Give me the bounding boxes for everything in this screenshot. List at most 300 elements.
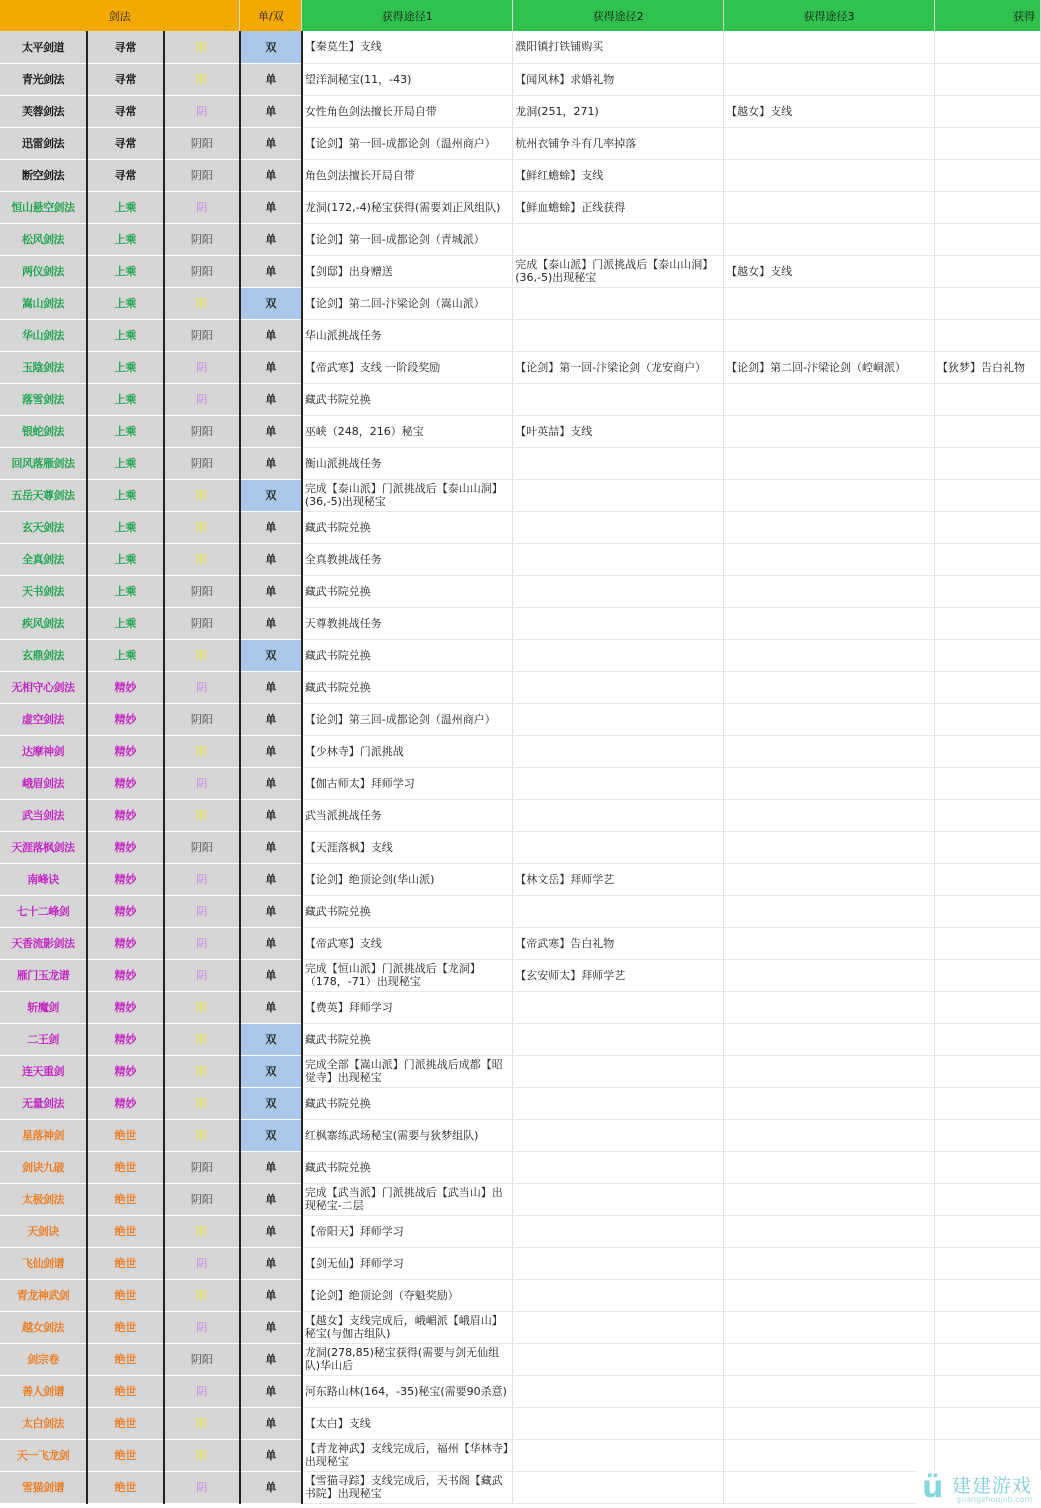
cell-type[interactable]: 单 [240,447,302,479]
cell-name[interactable]: 越女剑法 [0,1311,87,1343]
table-row[interactable] [0,255,1041,287]
cell-grade[interactable]: 精妙 [87,863,164,895]
cell-source3[interactable] [724,1215,935,1247]
cell-source1[interactable]: 河东路山林(164，-35)秘宝(需要90杀意) [302,1375,513,1407]
cell-source2[interactable] [513,1087,724,1119]
cell-source3[interactable] [724,287,935,319]
cell-name[interactable]: 连天重剑 [0,1055,87,1087]
cell-grade[interactable]: 寻常 [87,127,164,159]
cell-source1[interactable]: 藏武书院兑换 [302,511,513,543]
cell-source2[interactable]: 【帝武寒】告白礼物 [513,927,724,959]
cell-name[interactable]: 天香流影剑法 [0,927,87,959]
cell-type[interactable]: 单 [240,991,302,1023]
cell-source4[interactable] [934,1375,1040,1407]
cell-source2[interactable] [513,1247,724,1279]
cell-source1[interactable]: 角色剑法擅长开局自带 [302,159,513,191]
cell-source4[interactable] [934,1215,1040,1247]
cell-type[interactable]: 单 [240,159,302,191]
cell-name[interactable]: 武当剑法 [0,799,87,831]
cell-attribute[interactable]: 阳 [164,1407,240,1439]
cell-source3[interactable]: 【越女】支线 [724,255,935,287]
cell-source3[interactable] [724,639,935,671]
cell-type[interactable]: 双 [240,1087,302,1119]
cell-source3[interactable] [724,543,935,575]
cell-attribute[interactable]: 阴 [164,351,240,383]
cell-source4[interactable] [934,1343,1040,1375]
cell-type[interactable]: 单 [240,1407,302,1439]
cell-name[interactable]: 飞仙剑谱 [0,1247,87,1279]
cell-source1[interactable]: 【越女】支线完成后，峨嵋派【峨眉山】秘宝(与伽古组队) [302,1311,513,1343]
cell-source1[interactable]: 藏武书院兑换 [302,575,513,607]
cell-grade[interactable]: 上乘 [87,319,164,351]
cell-source2[interactable] [513,767,724,799]
table-row[interactable] [0,479,1041,511]
cell-name[interactable]: 玉陰剑法 [0,351,87,383]
cell-source2[interactable] [513,831,724,863]
cell-source2[interactable] [513,799,724,831]
cell-source3[interactable] [724,895,935,927]
table-row[interactable] [0,703,1041,735]
cell-source4[interactable] [934,415,1040,447]
cell-grade[interactable]: 上乘 [87,543,164,575]
cell-type[interactable]: 单 [240,1151,302,1183]
cell-source4[interactable] [934,639,1040,671]
cell-attribute[interactable]: 阳 [164,1279,240,1311]
cell-attribute[interactable]: 阴 [164,1311,240,1343]
cell-source3[interactable] [724,1471,935,1503]
cell-type[interactable]: 单 [240,799,302,831]
cell-source4[interactable] [934,1119,1040,1151]
cell-name[interactable]: 剑诀九破 [0,1151,87,1183]
cell-type[interactable]: 单 [240,1375,302,1407]
cell-type[interactable]: 单 [240,1247,302,1279]
cell-source1[interactable]: 天尊教挑战任务 [302,607,513,639]
cell-attribute[interactable]: 阴阳 [164,255,240,287]
table-row[interactable] [0,1343,1041,1375]
cell-source3[interactable] [724,959,935,991]
cell-source2[interactable] [513,991,724,1023]
cell-grade[interactable]: 寻常 [87,95,164,127]
table-row[interactable] [0,127,1041,159]
cell-type[interactable]: 单 [240,1279,302,1311]
table-row[interactable] [0,543,1041,575]
cell-source3[interactable] [724,319,935,351]
cell-name[interactable]: 玄天剑法 [0,511,87,543]
cell-source2[interactable] [513,1439,724,1471]
cell-source1[interactable]: 【伽古师太】拜师学习 [302,767,513,799]
cell-type[interactable]: 单 [240,127,302,159]
table-row[interactable] [0,799,1041,831]
cell-source2[interactable] [513,735,724,767]
cell-type[interactable]: 单 [240,1183,302,1215]
cell-name[interactable]: 青光剑法 [0,63,87,95]
cell-source4[interactable] [934,287,1040,319]
cell-attribute[interactable]: 阴阳 [164,223,240,255]
cell-grade[interactable]: 绝世 [87,1119,164,1151]
cell-source2[interactable] [513,1471,724,1503]
cell-source3[interactable] [724,703,935,735]
cell-source3[interactable] [724,1151,935,1183]
table-row[interactable] [0,895,1041,927]
cell-source3[interactable] [724,927,935,959]
cell-type[interactable]: 单 [240,1311,302,1343]
cell-grade[interactable]: 绝世 [87,1183,164,1215]
cell-attribute[interactable]: 阳 [164,991,240,1023]
cell-name[interactable]: 无相守心剑法 [0,671,87,703]
cell-name[interactable]: 松风剑法 [0,223,87,255]
cell-source2[interactable]: 【鲜血蟾蜍】正线获得 [513,191,724,223]
cell-source1[interactable]: 【帝武寒】支线 一阶段奖励 [302,351,513,383]
cell-name[interactable]: 雁门玉龙谱 [0,959,87,991]
cell-source1[interactable]: 【论剑】绝顶论剑(华山派) [302,863,513,895]
cell-source3[interactable] [724,191,935,223]
cell-source2[interactable]: 【论剑】第一回-汴梁论剑（龙安商户） [513,351,724,383]
cell-grade[interactable]: 精妙 [87,959,164,991]
cell-source1[interactable]: 【帝阳天】拜师学习 [302,1215,513,1247]
cell-source3[interactable] [724,511,935,543]
table-row[interactable] [0,1151,1041,1183]
cell-attribute[interactable]: 阴阳 [164,1151,240,1183]
cell-type[interactable]: 双 [240,479,302,511]
cell-source2[interactable] [513,1343,724,1375]
cell-source3[interactable] [724,1375,935,1407]
cell-attribute[interactable]: 阴阳 [164,831,240,863]
cell-source2[interactable] [513,607,724,639]
cell-source3[interactable] [724,1023,935,1055]
table-row[interactable] [0,31,1041,63]
cell-source1[interactable]: 【天涯落枫】支线 [302,831,513,863]
cell-source2[interactable] [513,671,724,703]
cell-source2[interactable]: 【闻风林】求婚礼物 [513,63,724,95]
cell-type[interactable]: 双 [240,1055,302,1087]
cell-source2[interactable]: 【鲜红蟾蜍】支线 [513,159,724,191]
cell-type[interactable]: 单 [240,1215,302,1247]
cell-name[interactable]: 太平剑道 [0,31,87,63]
table-row[interactable] [0,1183,1041,1215]
cell-grade[interactable]: 精妙 [87,1023,164,1055]
cell-type[interactable]: 双 [240,1119,302,1151]
cell-source2[interactable] [513,223,724,255]
cell-type[interactable]: 单 [240,895,302,927]
cell-type[interactable]: 单 [240,223,302,255]
cell-grade[interactable]: 绝世 [87,1375,164,1407]
cell-attribute[interactable]: 阴 [164,959,240,991]
table-row[interactable] [0,95,1041,127]
header-source2[interactable]: 获得途径2 [513,0,724,31]
cell-source1[interactable]: 全真教挑战任务 [302,543,513,575]
cell-source3[interactable] [724,767,935,799]
cell-type[interactable]: 单 [240,767,302,799]
cell-source1[interactable]: 藏武书院兑换 [302,1023,513,1055]
cell-source4[interactable] [934,1279,1040,1311]
cell-source3[interactable] [724,1055,935,1087]
cell-source3[interactable] [724,415,935,447]
cell-attribute[interactable]: 阴 [164,863,240,895]
table-row[interactable] [0,1055,1041,1087]
cell-source1[interactable]: 【论剑】第二回-汴梁论剑（嵩山派） [302,287,513,319]
cell-attribute[interactable]: 阴阳 [164,607,240,639]
cell-source3[interactable] [724,799,935,831]
cell-source4[interactable] [934,927,1040,959]
cell-type[interactable]: 单 [240,543,302,575]
cell-source2[interactable] [513,1151,724,1183]
cell-grade[interactable]: 精妙 [87,799,164,831]
cell-source4[interactable] [934,1151,1040,1183]
cell-source1[interactable]: 望洋洞秘宝(11，-43) [302,63,513,95]
cell-name[interactable]: 太极剑法 [0,1183,87,1215]
cell-grade[interactable]: 寻常 [87,63,164,95]
cell-attribute[interactable]: 阳 [164,1215,240,1247]
cell-source2[interactable]: 【林文岳】拜师学艺 [513,863,724,895]
table-row[interactable] [0,287,1041,319]
cell-source3[interactable] [724,991,935,1023]
cell-attribute[interactable]: 阳 [164,63,240,95]
cell-source2[interactable] [513,479,724,511]
table-row[interactable] [0,415,1041,447]
cell-source1[interactable]: 藏武书院兑换 [302,671,513,703]
cell-source2[interactable]: 濮阳镇打铁铺购买 [513,31,724,63]
cell-source2[interactable] [513,1215,724,1247]
cell-source1[interactable]: 完成【恒山派】门派挑战后【龙洞】（178，-71）出现秘宝 [302,959,513,991]
cell-grade[interactable]: 绝世 [87,1151,164,1183]
cell-name[interactable]: 无量剑法 [0,1087,87,1119]
cell-name[interactable]: 两仪剑法 [0,255,87,287]
cell-source3[interactable] [724,607,935,639]
cell-source3[interactable] [724,479,935,511]
cell-attribute[interactable]: 阳 [164,1439,240,1471]
cell-attribute[interactable]: 阳 [164,639,240,671]
cell-source1[interactable]: 藏武书院兑换 [302,1151,513,1183]
cell-type[interactable]: 单 [240,1343,302,1375]
cell-grade[interactable]: 上乘 [87,607,164,639]
table-row[interactable] [0,863,1041,895]
cell-type[interactable]: 单 [240,415,302,447]
cell-type[interactable]: 单 [240,63,302,95]
cell-source4[interactable] [934,1407,1040,1439]
cell-source4[interactable] [934,159,1040,191]
cell-attribute[interactable]: 阳 [164,287,240,319]
table-row[interactable] [0,383,1041,415]
cell-type[interactable]: 单 [240,735,302,767]
cell-attribute[interactable]: 阴阳 [164,159,240,191]
cell-source1[interactable]: 【剑邸】出身赠送 [302,255,513,287]
table-row[interactable] [0,223,1041,255]
cell-attribute[interactable]: 阴 [164,767,240,799]
cell-source1[interactable]: 【雪猫寻踪】支线完成后，天书阁【藏武书院】出现秘宝 [302,1471,513,1503]
table-row[interactable] [0,1247,1041,1279]
cell-source1[interactable]: 藏武书院兑换 [302,895,513,927]
cell-source3[interactable] [724,1183,935,1215]
cell-grade[interactable]: 上乘 [87,255,164,287]
cell-grade[interactable]: 上乘 [87,447,164,479]
cell-source4[interactable] [934,991,1040,1023]
cell-source2[interactable] [513,383,724,415]
cell-source2[interactable]: 【叶英喆】支线 [513,415,724,447]
cell-source4[interactable] [934,223,1040,255]
cell-type[interactable]: 单 [240,319,302,351]
cell-grade[interactable]: 精妙 [87,991,164,1023]
cell-grade[interactable]: 绝世 [87,1407,164,1439]
cell-source4[interactable] [934,1439,1040,1471]
cell-grade[interactable]: 精妙 [87,703,164,735]
cell-attribute[interactable]: 阴阳 [164,575,240,607]
cell-source4[interactable] [934,191,1040,223]
cell-attribute[interactable]: 阳 [164,479,240,511]
cell-name[interactable]: 天一飞龙剑 [0,1439,87,1471]
table-row[interactable] [0,319,1041,351]
cell-source4[interactable] [934,863,1040,895]
cell-source2[interactable] [513,287,724,319]
cell-type[interactable]: 单 [240,607,302,639]
cell-attribute[interactable]: 阴阳 [164,1183,240,1215]
cell-type[interactable]: 单 [240,255,302,287]
cell-attribute[interactable]: 阳 [164,1023,240,1055]
cell-source1[interactable]: 【帝武寒】支线 [302,927,513,959]
cell-source2[interactable] [513,1183,724,1215]
cell-attribute[interactable]: 阴 [164,1471,240,1503]
cell-grade[interactable]: 精妙 [87,1087,164,1119]
cell-attribute[interactable]: 阳 [164,799,240,831]
cell-source1[interactable]: 【论剑】第一回-成都论剑（温州商户） [302,127,513,159]
table-row[interactable] [0,1279,1041,1311]
cell-source1[interactable]: 【费英】拜师学习 [302,991,513,1023]
cell-source2[interactable] [513,319,724,351]
cell-name[interactable]: 天剑诀 [0,1215,87,1247]
cell-name[interactable]: 天涯落枫剑法 [0,831,87,863]
table-row[interactable] [0,191,1041,223]
cell-attribute[interactable]: 阴 [164,895,240,927]
cell-name[interactable]: 青龙神武剑 [0,1279,87,1311]
cell-grade[interactable]: 精妙 [87,735,164,767]
cell-attribute[interactable]: 阳 [164,1055,240,1087]
cell-source2[interactable] [513,543,724,575]
cell-attribute[interactable]: 阴阳 [164,447,240,479]
cell-name[interactable]: 回风落雁剑法 [0,447,87,479]
cell-source4[interactable] [934,799,1040,831]
cell-source3[interactable] [724,863,935,895]
cell-source2[interactable] [513,1311,724,1343]
cell-name[interactable]: 五岳天尊剑法 [0,479,87,511]
cell-attribute[interactable]: 阴阳 [164,319,240,351]
cell-source4[interactable] [934,767,1040,799]
cell-attribute[interactable]: 阴 [164,671,240,703]
cell-attribute[interactable]: 阴阳 [164,127,240,159]
cell-attribute[interactable]: 阴阳 [164,703,240,735]
cell-name[interactable]: 玄鼎剑法 [0,639,87,671]
cell-source3[interactable] [724,223,935,255]
cell-source1[interactable]: 【论剑】绝顶论剑（夺魁奖励） [302,1279,513,1311]
cell-source1[interactable]: 【秦莫生】支线 [302,31,513,63]
cell-type[interactable]: 单 [240,927,302,959]
cell-type[interactable]: 单 [240,1471,302,1503]
cell-source4[interactable] [934,383,1040,415]
cell-source2[interactable] [513,575,724,607]
cell-source4[interactable] [934,1055,1040,1087]
cell-grade[interactable]: 寻常 [87,31,164,63]
cell-name[interactable]: 断空剑法 [0,159,87,191]
cell-source1[interactable]: 红枫寨练武场秘宝(需要与狄梦组队) [302,1119,513,1151]
cell-source4[interactable] [934,1183,1040,1215]
cell-type[interactable]: 单 [240,1439,302,1471]
cell-name[interactable]: 恒山悬空剑法 [0,191,87,223]
cell-name[interactable]: 二王剑 [0,1023,87,1055]
cell-type[interactable]: 单 [240,863,302,895]
cell-source4[interactable] [934,575,1040,607]
cell-attribute[interactable]: 阳 [164,735,240,767]
cell-attribute[interactable]: 阳 [164,543,240,575]
cell-type[interactable]: 单 [240,831,302,863]
cell-grade[interactable]: 绝世 [87,1279,164,1311]
cell-attribute[interactable]: 阴 [164,191,240,223]
cell-type[interactable]: 单 [240,511,302,543]
header-type[interactable]: 单/双 [240,0,302,31]
cell-source1[interactable]: 完成【泰山派】门派挑战后【泰山山洞】(36,-5)出现秘宝 [302,479,513,511]
cell-source1[interactable]: 女性角色剑法擅长开局自带 [302,95,513,127]
cell-source1[interactable]: 藏武书院兑换 [302,1087,513,1119]
cell-grade[interactable]: 绝世 [87,1343,164,1375]
cell-name[interactable]: 斩魔剑 [0,991,87,1023]
cell-source4[interactable] [934,831,1040,863]
cell-grade[interactable]: 上乘 [87,639,164,671]
cell-name[interactable]: 太白剑法 [0,1407,87,1439]
cell-name[interactable]: 天书剑法 [0,575,87,607]
table-row[interactable] [0,831,1041,863]
cell-attribute[interactable]: 阳 [164,31,240,63]
header-source1[interactable]: 获得途径1 [302,0,513,31]
table-row[interactable] [0,575,1041,607]
cell-grade[interactable]: 上乘 [87,479,164,511]
cell-type[interactable]: 双 [240,31,302,63]
cell-grade[interactable]: 精妙 [87,927,164,959]
cell-source2[interactable] [513,1375,724,1407]
cell-source4[interactable] [934,1087,1040,1119]
cell-source2[interactable]: 完成【泰山派】门派挑战后【泰山山洞】(36,-5)出现秘宝 [513,255,724,287]
table-row[interactable] [0,1119,1041,1151]
cell-grade[interactable]: 精妙 [87,1055,164,1087]
cell-type[interactable]: 单 [240,671,302,703]
cell-grade[interactable]: 精妙 [87,831,164,863]
cell-source2[interactable] [513,1119,724,1151]
cell-grade[interactable]: 绝世 [87,1439,164,1471]
cell-source3[interactable] [724,831,935,863]
cell-source4[interactable] [934,543,1040,575]
cell-source3[interactable] [724,575,935,607]
table-row[interactable] [0,607,1041,639]
table-row[interactable] [0,735,1041,767]
cell-type[interactable]: 单 [240,383,302,415]
cell-source3[interactable] [724,1407,935,1439]
cell-source3[interactable] [724,1087,935,1119]
cell-attribute[interactable]: 阴 [164,1375,240,1407]
cell-name[interactable]: 银蛇剑法 [0,415,87,447]
cell-attribute[interactable]: 阳 [164,1119,240,1151]
cell-source2[interactable] [513,1023,724,1055]
table-row[interactable] [0,1087,1041,1119]
cell-name[interactable]: 疾风剑法 [0,607,87,639]
cell-source4[interactable] [934,255,1040,287]
cell-type[interactable]: 双 [240,1023,302,1055]
header-name[interactable]: 剑法 [0,0,240,31]
cell-source4[interactable] [934,735,1040,767]
cell-source2[interactable] [513,511,724,543]
cell-source1[interactable]: 龙洞(278,85)秘宝获得(需要与剑无仙组队)华山后 [302,1343,513,1375]
cell-name[interactable]: 迅雷剑法 [0,127,87,159]
cell-name[interactable]: 芙蓉剑法 [0,95,87,127]
cell-source3[interactable] [724,1439,935,1471]
table-row[interactable] [0,1407,1041,1439]
cell-name[interactable]: 南峰诀 [0,863,87,895]
cell-name[interactable]: 善人剑谱 [0,1375,87,1407]
